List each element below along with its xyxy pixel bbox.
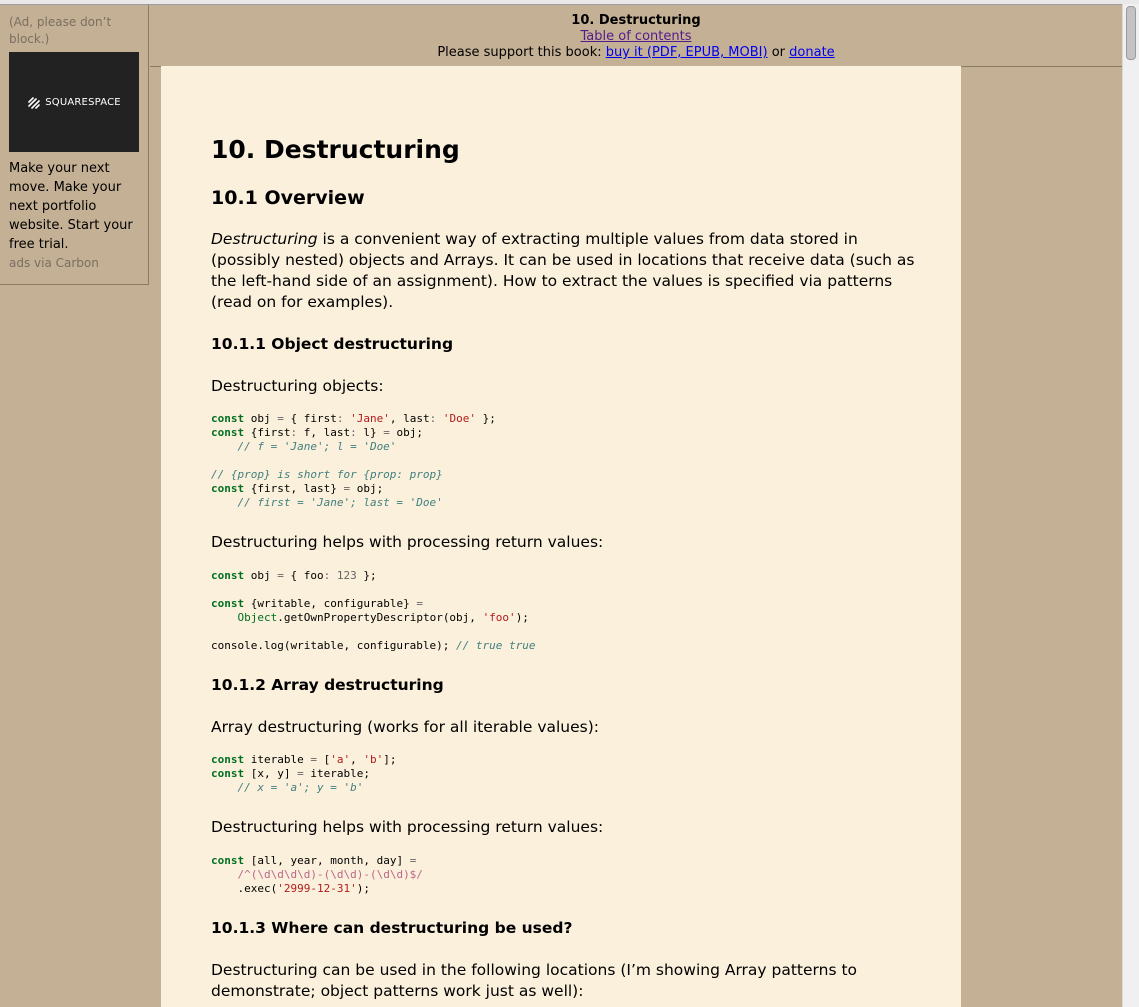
code-block-object: const obj = { first: 'Jane', last: 'Doe' }; const {first: f, last: l} = obj; // f = 'Jane'; l = 'Doe' // {prop} is short for {prop: prop} const {first, last} = obj; // first = 'Jane'; last = 'Doe' xyxy=(211,412,496,509)
ad-note: (Ad, please don’t block.) xyxy=(9,15,112,46)
object-destructuring-heading: 10.1.1 Object destructuring xyxy=(211,335,454,353)
where-intro: Destructuring can be used in the following locations (I’m showing Array patterns to demonstrate; object patterns work just as well): xyxy=(211,961,858,1000)
array-return-intro: Destructuring helps with processing return values: xyxy=(211,818,604,836)
object-intro: Destructuring objects: xyxy=(211,377,384,395)
page-title: 10. Destructuring xyxy=(211,135,460,164)
ad-image[interactable] xyxy=(9,52,139,152)
ad-box xyxy=(0,5,149,285)
buy-link[interactable]: buy it (PDF, EPUB, MOBI) xyxy=(605,45,768,60)
donate-link[interactable]: donate xyxy=(789,45,835,60)
support-line xyxy=(150,45,1122,61)
toc-link[interactable]: Table of contents xyxy=(580,29,692,44)
where-heading: 10.1.3 Where can destructuring be used? xyxy=(211,919,573,937)
page-header xyxy=(150,5,1122,67)
or-text: or xyxy=(767,45,790,60)
ad-via-link[interactable]: ads via Carbon xyxy=(9,256,99,270)
code-block-array-return: const [all, year, month, day] = /^(\d\d\d\d)-(\d\d)-(\d\d)$/ .exec('2999-12-31'); xyxy=(211,854,423,895)
vertical-scrollbar[interactable] xyxy=(1122,4,1139,1007)
intro-rest: is a convenient way of extracting multiple values from data stored in (possibly nested) objects and Arrays. It can be used in locations that receive data (such as the left-hand side of an assignment). How to extract the values is specified via patterns (read on for examples). xyxy=(211,230,915,311)
ad-brand: SQUARESPACE xyxy=(45,96,121,108)
intro-paragraph xyxy=(211,229,916,313)
scrollbar-thumb[interactable] xyxy=(1126,6,1136,60)
code-block-object-return: const obj = { foo: 123 }; const {writable, configurable} = Object.getOwnPropertyDescriptor(obj, 'foo'); console.log(writable, configurable); // true true xyxy=(211,569,536,652)
array-intro: Array destructuring (works for all iterable values): xyxy=(211,718,600,736)
code-block-array: const iterable = ['a', 'b']; const [x, y] = iterable; // x = 'a'; y = 'b' xyxy=(211,753,397,794)
support-prefix: Please support this book: xyxy=(437,45,606,60)
intro-term: Destructuring xyxy=(211,230,318,248)
object-return-intro: Destructuring helps with processing return values: xyxy=(211,533,604,551)
header-title: 10. Destructuring xyxy=(571,13,701,28)
squarespace-logo-icon xyxy=(27,97,41,108)
overview-heading: 10.1 Overview xyxy=(211,187,365,209)
array-destructuring-heading: 10.1.2 Array destructuring xyxy=(211,676,444,694)
main-content xyxy=(161,66,961,1007)
ad-text[interactable]: Make your next move. Make your next portfolio website. Start your free trial. xyxy=(9,161,133,252)
